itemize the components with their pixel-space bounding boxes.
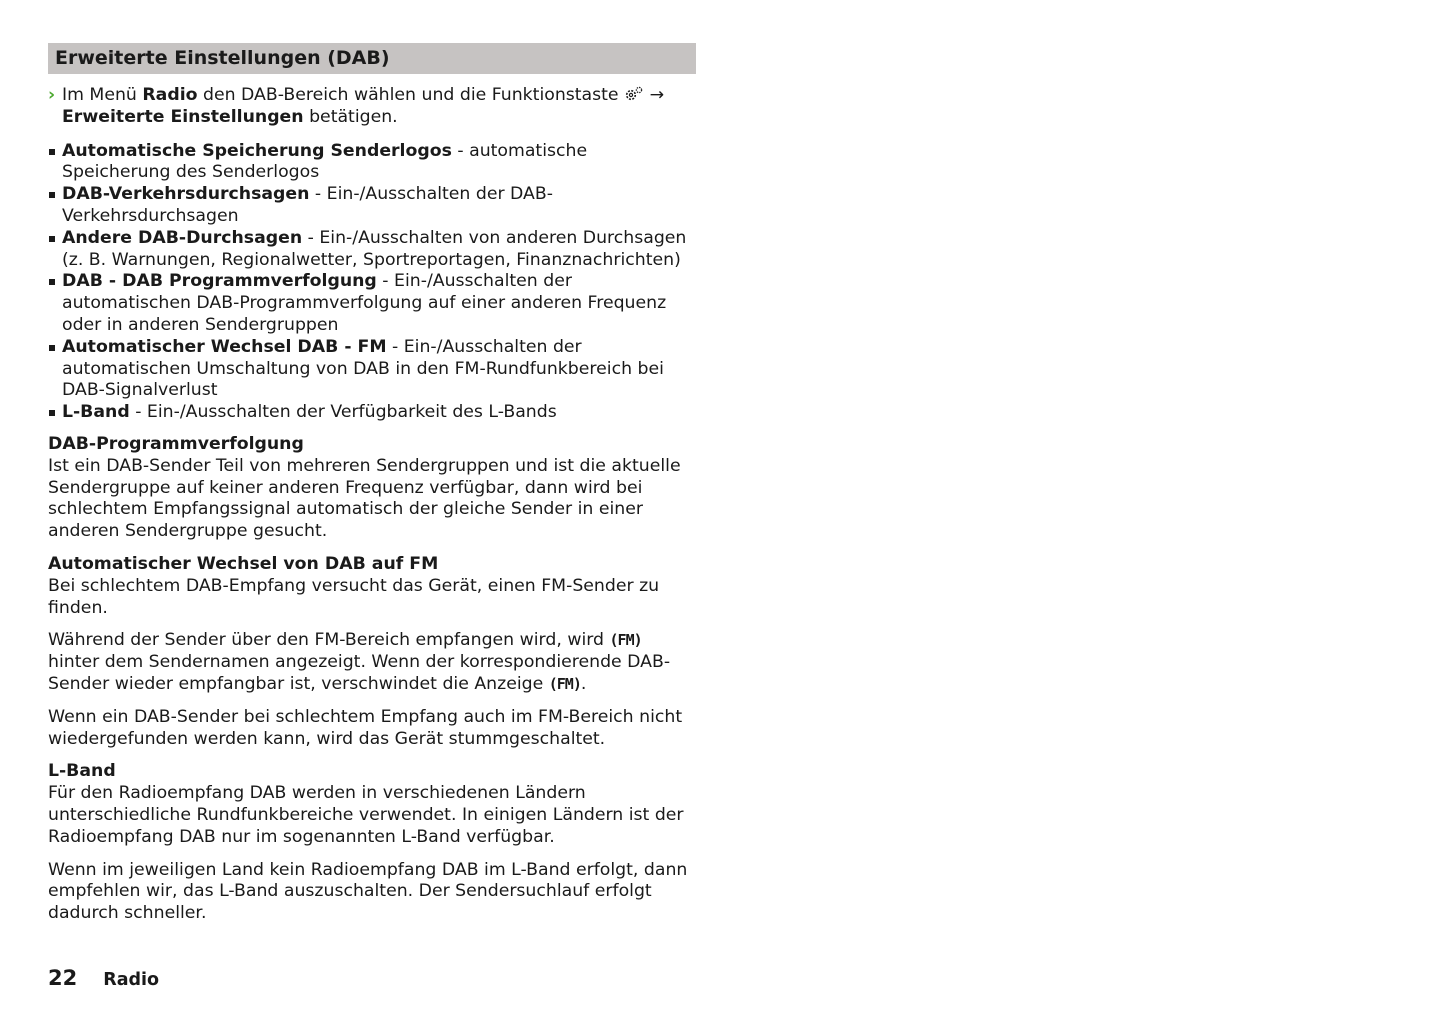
dab-tracking-text: Ist ein DAB-Sender Teil von mehreren Sendergruppen und ist die aktuelle Sendergruppe auf keiner anderen Frequenz verfügbar, dann wird bei schlechtem Empfangssignal automatisch der gleiche Sender in einer anderen Sendergruppe gesucht. [48,455,681,542]
page-footer [48,966,159,990]
list-item [48,141,696,185]
option-title: DAB - DAB Programmverfolgung [62,271,377,292]
dab-fm-heading: Automatischer Wechsel von DAB auf FM [48,553,439,574]
instruction-step [48,85,696,129]
instruction-pre: Im Menü [62,85,143,105]
bullet-icon [49,236,55,242]
option-desc: - Ein-/Ausschalten von anderen Durchsagen (z. B. Warnungen, Regionalwetter, Sportreportagen, Finanznachrichten) [62,227,687,270]
page-number: 22 [48,966,78,990]
chapter-name: Radio [103,970,160,990]
bullet-icon [49,149,55,155]
bullet-icon [49,345,55,351]
instruction-mid: den DAB-Bereich wählen und die Funktionstaste [197,85,625,105]
dab-fm-text-2c: . [580,673,587,694]
option-desc: - Ein-/Ausschalten der DAB-Verkehrsdurchsagen [62,184,553,226]
lband-text-1: Für den Radioempfang DAB werden in verschiedenen Ländern unterschiedliche Rundfunkbereiche verwendet. In einigen Ländern ist der Radioempfang DAB nur im sogenannten L-Band verfügbar. [48,783,684,847]
dab-fm-text-1: Bei schlechtem DAB-Empfang versucht das Gerät, einen FM-Sender zu finden. [48,575,660,618]
list-item [48,184,696,228]
list-item [48,271,696,336]
fm-badge-icon: (FM) [609,631,642,650]
options-list [48,141,696,424]
option-title: Automatische Speicherung Senderlogos [62,140,452,161]
arrow-right-icon: → [649,85,665,105]
option-title: Automatischer Wechsel DAB - FM [62,336,387,357]
lband-heading: L-Band [48,761,116,782]
dab-fm-text-2b: hinter dem Sendernamen angezeigt. Wenn der korrespondierende DAB-Sender wieder empfangbar ist, verschwindet die Anzeige [48,652,671,694]
step-arrow-icon: › [48,85,56,105]
list-item [48,228,696,272]
dab-tracking-heading: DAB-Programmverfolgung [48,433,304,454]
option-desc: - Ein-/Ausschalten der automatischen DAB-Programmverfolgung auf einer anderen Frequenz oder in anderen Sendergruppen [62,271,667,335]
option-title: L-Band [62,402,130,423]
option-desc: - automatische Speicherung des Senderlogos [62,140,588,183]
lband-text-2: Wenn im jeweiligen Land kein Radioempfang DAB im L-Band erfolgt, dann empfehlen wir, das L-Band auszuschalten. Der Sendersuchlauf erfolgt dadurch schneller. [48,859,688,924]
instruction-post: betätigen. [303,106,398,127]
dab-fm-text-3: Wenn ein DAB-Sender bei schlechtem Empfang auch im FM-Bereich nicht wiedergefunden werden kann, wird das Gerät stummgeschaltet. [48,706,683,749]
instruction-target: Erweiterte Einstellungen [62,106,304,127]
bullet-icon [49,279,55,285]
gear-icon [624,86,644,102]
option-desc: - Ein-/Ausschalten der Verfügbarkeit des L-Bands [129,402,557,423]
dab-fm-section [48,554,696,619]
lband-section [48,761,696,848]
fm-badge-icon: (FM) [548,674,581,693]
content-column [48,43,696,936]
list-item [48,337,696,402]
option-title: DAB-Verkehrsdurchsagen [62,184,310,205]
option-desc: - Ein-/Ausschalten der automatischen Umschaltung von DAB in den FM-Rundfunkbereich bei DAB-Signalverlust [62,336,664,401]
list-item [48,402,696,424]
instruction-menu: Radio [142,85,198,105]
dab-fm-text-2a: Während der Sender über den FM-Bereich empfangen wird, wird [48,630,610,651]
dab-tracking-section [48,434,696,543]
dab-fm-text-2 [48,630,696,695]
option-title: Andere DAB-Durchsagen [62,227,303,248]
section-heading: Erweiterte Einstellungen (DAB) [48,43,696,74]
bullet-icon [49,192,55,198]
bullet-icon [49,410,55,416]
